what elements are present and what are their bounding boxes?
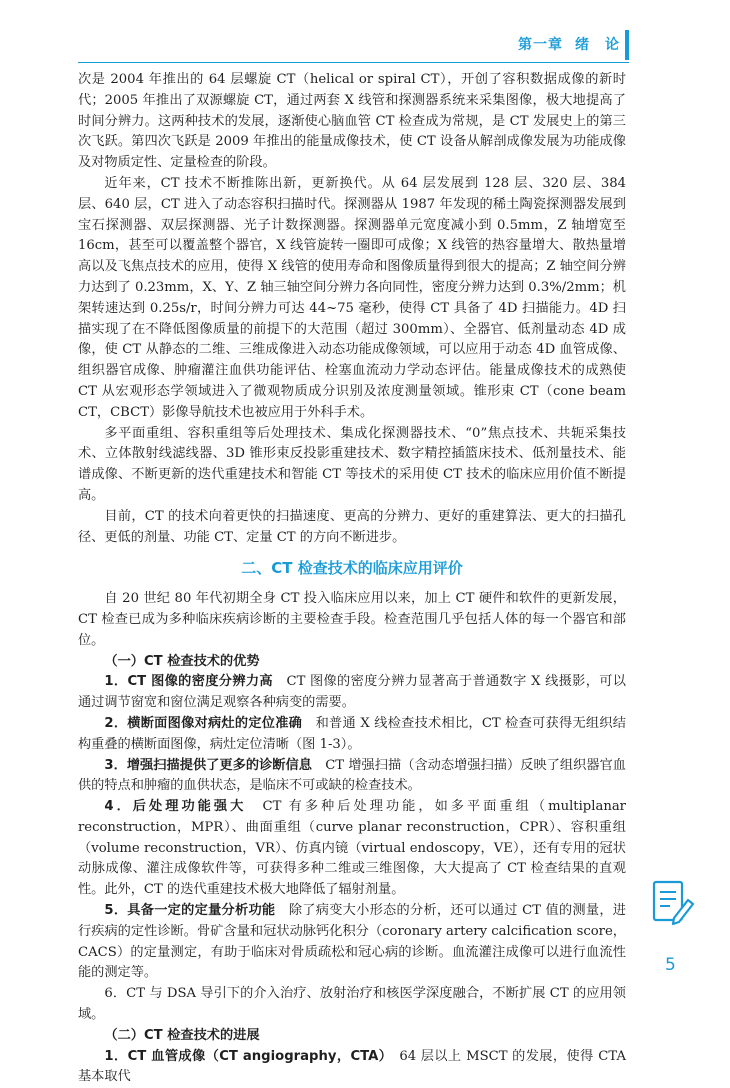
section-heading: 二、CT 检查技术的临床应用评价 <box>241 559 463 578</box>
paragraph: 多平面重组、容积重组等后处理技术、集成化探测器技术、“0”焦点技术、共轭采集技术、立体散射线滤线器、3D 锥形束反投影重建技术、数字精控插篮床技术、低剂量技术、能谱成像、不断更新的迭代重建技术和智能 CT 等技术的采用使 CT 技术的临床应用价值不断提高。 <box>78 425 626 503</box>
chapter-label: 第一章 <box>518 37 563 53</box>
subsection-heading: （一）CT 检查技术的优势 <box>104 653 260 669</box>
list-item <box>78 672 626 714</box>
paragraph: 近年来，CT 技术不断推陈出新，更新换代。从 64 层发展到 128 层、320 层、384 层、640 层，CT 进入了动态容积扫描时代。探测器从 1987 年发现的稀土陶瓷探测器发展到宝石探测器、双层探测器、光子计数探测器。探测器单元宽度减小到 0.5mm，Z 轴增宽至 16cm，甚至可以覆盖整个器官，X 线管旋转一圈即可成像；X 线管的热容量增大、散热量增高以及飞焦点技术的应用，使得 X 线管的使用寿命和图像质量得到很大的提高；Z 轴空间分辨力达到了 0.23mm，X、Y、Z 轴三轴空间分辨力各向同性，密度分辨力达到 0.3%/2mm；机架转速达到 0.25s/r，时间分辨力可达 44~75 毫秒，使得 CT 具备了 4D 扫描能力。4D 扫描实现了在不降低图像质量的前提下的大范围（超过 300mm）、全器官、低剂量动态 4D 成像，使 CT 从静态的二维、三维成像进入动态功能成像领域，可以应用于动态 4D 血管成像、组织器官成像、肿瘤灌注血供功能评估、栓塞血流动力学动态评估。能量成像技术的成熟使 CT 从宏观形态学领域进入了微观物质成分识别及浓度测量领域。锥形束 CT（cone beam CT，CBCT）影像导航技术也被应用于外科手术。 <box>78 175 626 420</box>
paragraph: 目前，CT 的技术向着更快的扫描速度、更高的分辨力、更好的重建算法、更大的扫描孔径、更低的剂量、功能 CT、定量 CT 的方向不断进步。 <box>78 508 626 545</box>
list-item-text: CT 增强扫描（含动态增强扫描）反映了组织器官血供的特点和肿瘤的血供状态，是临床不可或缺的检查技术。 <box>78 757 626 794</box>
list-item <box>78 714 626 756</box>
list-item-text: CT 图像的密度分辨力显著高于普通数字 X 线摄影，可以通过调节窗宽和窗位满足观察各种病变的需要。 <box>78 674 626 711</box>
list-item-heading: 3．增强扫描提供了更多的诊断信息 <box>104 757 312 773</box>
list-item <box>78 1047 626 1088</box>
list-item <box>78 756 626 798</box>
list-item-heading: 4．后处理功能强大 <box>104 799 247 815</box>
list-item-heading: 1．CT 血管成像（CT angiography，CTA） <box>104 1048 386 1064</box>
running-header <box>518 30 620 58</box>
list-item: 6．CT 与 DSA 导引下的介入治疗、放射治疗和核医学深度融合，不断扩展 CT 的应用领域。 <box>78 986 626 1023</box>
chapter-title: 绪 论 <box>575 37 620 53</box>
note-pencil-icon <box>650 878 696 928</box>
list-item <box>78 797 626 901</box>
list-item-heading: 1．CT 图像的密度分辨力高 <box>104 674 273 690</box>
list-item-text: CT 有多种后处理功能，如多平面重组（multiplanar reconstruction，MPR）、曲面重组（curve planar reconstruction，CPR）、容积重组（volume reconstruction，VR）、仿真内镜（virtual endoscopy，VE），还有专用的冠状动脉成像、灌注成像软件等，可获得多种二维或三维图像，大大提高了 CT 检查结果的直观性。此外，CT 的迭代重建技术极大地降低了辐射剂量。 <box>78 799 626 898</box>
list-item-text: 64 层以上 MSCT 的发展，使得 CTA 基本取代 <box>78 1048 626 1085</box>
page-number: 5 <box>665 955 676 975</box>
paragraph: 次是 2004 年推出的 64 层螺旋 CT（helical or spiral CT），开创了容积数据成像的新时代；2005 年推出了双源螺旋 CT，通过两套 X 线管和探测器系统来采集图像，极大地提高了时间分辨力。这两种技术的发展，逐渐使心脑血管 CT 检查成为常规，是 CT 发展史上的第三次飞跃。第四次飞跃是 2009 年推出的能量成像技术，使 CT 设备从解剖成像发展为功能成像及对物质定性、定量检查的阶段。 <box>78 72 626 171</box>
list-item <box>78 901 626 984</box>
page-body <box>78 70 626 1088</box>
list-item-heading: 2．横断面图像对病灶的定位准确 <box>104 715 303 731</box>
header-rule <box>78 62 629 63</box>
list-item-heading: 5．具备一定的定量分析功能 <box>104 903 276 919</box>
paragraph: 自 20 世纪 80 年代初期全身 CT 投入临床应用以来，加上 CT 硬件和软件的更新发展，CT 检查已成为多种临床疾病诊断的主要检查手段。检查范围几乎包括人体的每一个器官和部位。 <box>78 591 626 648</box>
list-item-text: 除了病变大小形态的分析，还可以通过 CT 值的测量，进行疾病的定性诊断。骨矿含量和冠状动脉钙化积分（coronary artery calcification score，CACS）的定量测定，有助于临床对骨质疏松和冠心病的诊断。血流灌注成像可以进行血流性能的测定等。 <box>78 903 626 981</box>
list-item-text: 和普通 X 线检查技术相比，CT 检查可获得无组织结构重叠的横断面图像，病灶定位清晰（图 1-3）。 <box>78 715 626 752</box>
header-accent-bar <box>625 30 629 60</box>
subsection-heading: （二）CT 检查技术的进展 <box>104 1027 260 1043</box>
